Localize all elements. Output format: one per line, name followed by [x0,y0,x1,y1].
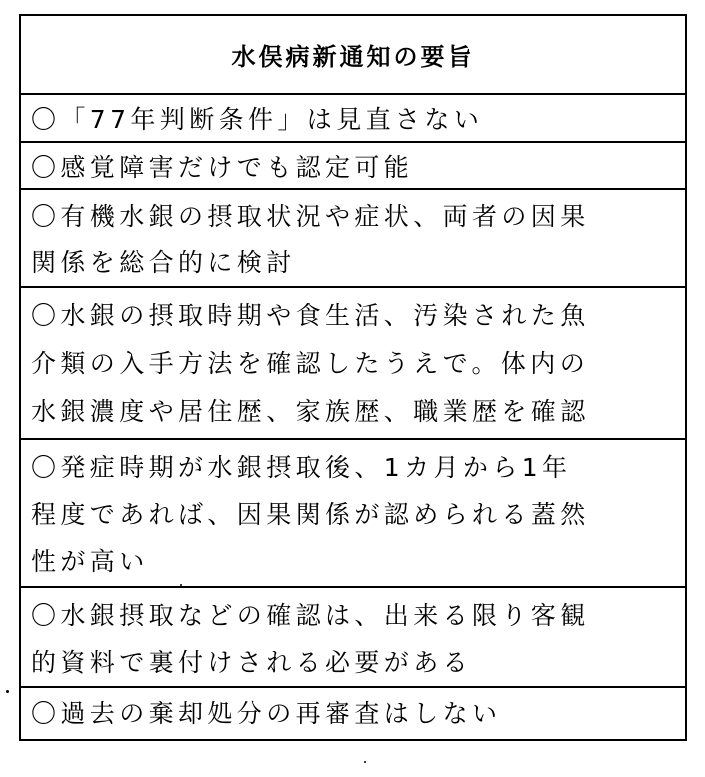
item-line: 〇水銀の摂取時期や食生活、汚染された魚 [31,301,590,330]
summary-item [21,143,685,190]
item-line: 水銀濃度や居住歴、家族歴、職業歴を確認 [31,397,590,426]
item-line: 程度であれば、因果関係が認められる蓋然 [31,500,590,529]
item-line: 関係を総合的に検討 [31,248,296,277]
summary-table [19,14,687,741]
summary-item [21,95,685,143]
summary-item [21,288,685,440]
scan-speck [6,690,9,693]
table-title: 水俣病新通知の要旨 [21,16,685,95]
summary-item [21,440,685,588]
summary-item [21,688,685,739]
scan-speck [180,584,182,586]
item-line: 的資料で裏付けされる必要がある [31,648,473,677]
item-line: 介類の入手方法を確認したうえで。体内の [31,349,590,378]
scan-speck [364,761,366,763]
item-line: 〇感覚障害だけでも認定可能 [31,153,414,182]
item-line: 性が高い [31,547,149,576]
item-line: 〇過去の棄却処分の再審査はしない [31,699,502,728]
summary-item [21,190,685,288]
item-line: 〇発症時期が水銀摂取後、1カ月から1年 [31,453,572,482]
item-line: 〇有機水銀の摂取状況や症状、両者の因果 [31,202,590,231]
summary-item [21,588,685,688]
item-line: 〇「77年判断条件」は見直さない [31,105,484,134]
item-line: 〇水銀摂取などの確認は、出来る限り客観 [31,601,590,630]
